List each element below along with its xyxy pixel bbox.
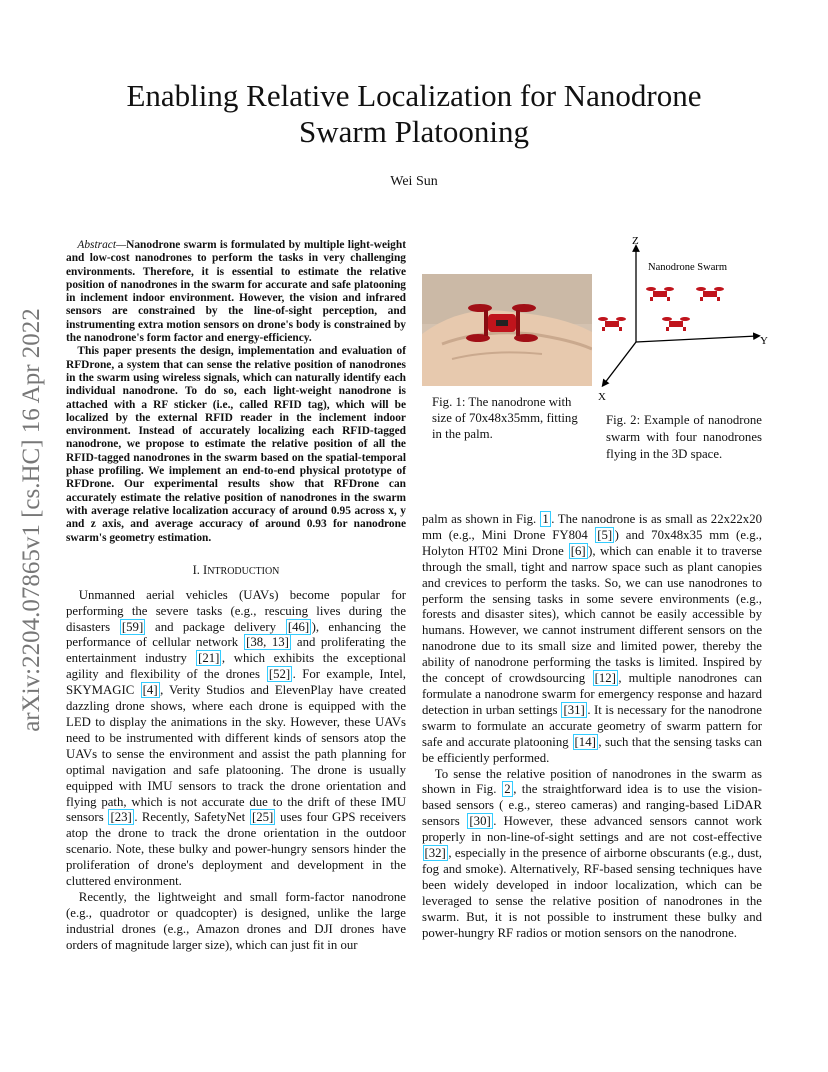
citation-link[interactable]: [4] [142,683,158,698]
section-heading: I. INTRODUCTION [192,562,280,577]
paragraph-text: . Recently, SafetyNet [134,810,250,825]
citation-link[interactable]: [38, 13] [246,635,289,650]
intro-p3 [422,512,762,767]
figure-2-caption: Fig. 2: Example of nanodrone swarm with four nanodrones flying in the 3D space. [606,413,762,461]
paragraph-text: , such that the sensing tasks can be efficiently performed. [422,734,763,765]
citation-link[interactable]: [12] [594,671,616,686]
abstract: Abstract—Nanodrone swarm is formulated by multiple light-weight and low-cost nanodrones to perform the tasks in very challenging environments. Therefore, it is essential to estimate the relative position of nanodrones in the swarm for accurate and safe platooning in inclement indoor environment. However, the vision and infrared sensors are constrained by the line-of-sight perception, and instrumenting extra motion sensors on drone's body is constrained by the nanodrone's form factor and energy-efficiency. This paper presents the design, implementation and evaluation of RFDrone, a system that can sense the relative position of nanodrones in the swarm using wireless signals, which can naturally identify each individual nanodrone. To do so, each light-weight nanodrone is attached with a RF sticker (i.e., called RFID tag), which will be localized by the external RFID reader in the inclement indoor environment. Instead of accurately localizing each RFID-tagged nanodrone, we propose to estimate the relative position of all the RFID-tagged nanodrones in the swarm based on the spatial-temporal phase profiling. We implement an end-to-end physical prototype of RFDrone. Our experimental results show that RFDrone can accurately estimate the relative position of nanodrones in the swarm with average relative localization accuracy of around 0.95 across x, y and z axis, and average accuracy of around 0.93 for nanodrone swarm's geometry estimation. [66,239,406,544]
citation-link[interactable]: 1 [542,512,549,526]
paragraph-text: . However, these advanced sensors cannot work properly in non-line-of-sight settings and are not cost-effective [422,814,762,845]
citation-link[interactable]: 2 [504,782,511,797]
citation-link[interactable]: [31] [563,702,585,717]
citation-link[interactable]: [23] [110,810,132,825]
nanodrone-palm-photo [422,274,592,386]
left-column [66,239,406,954]
citation-link[interactable]: [46] [287,619,310,634]
axis-y-label: Y [760,335,768,347]
figure-1-caption: Fig. 1: The nanodrone with size of 70x48x35mm, fitting in the palm. [432,395,578,441]
axis-z-label: Z [632,235,639,247]
paragraph-text: . For example, Intel, SKYMAGIC [66,667,406,698]
intro-p2: Recently, the lightweight and small form-factor nanodrone (e.g., quadrotor or quadcopter) is designed, unlike the large industrial drones (e.g., Amazon drones and DJI drones have orders of magnitude larger size), which can just fit in our [66,889,406,952]
paragraph-text: and package delivery [145,619,286,634]
abstract-label: Abstract [77,239,116,251]
abstract-p2: This paper presents the design, implementation and evaluation of RFDrone, a system that can sense the relative position of nanodrones in the swarm using wireless signals, which can naturally identify each individual nanodrone. To do so, each light-weight nanodrone is attached with a RF sticker (i.e., called RFID tag), which will be localized by the external RFID reader in the inclement indoor environment. Instead of accurately localizing each RFID-tagged nanodrone, we propose to estimate the relative position of all the RFID-tagged nanodrones in the swarm based on the spatial-temporal phase profiling. We implement an end-to-end physical prototype of RFDrone. Our experimental results show that RFDrone can accurately estimate the relative position of nanodrones in the swarm with average relative localization accuracy of around 0.95 across x, y and z axis, and average accuracy of around 0.93 for nanodrone swarm's geometry estimation. [66,345,406,544]
paragraph-text: uses four GPS receivers atop the drone to track the drone orientation in the outdoor scenario. Note, these bulky and power-hungry sensors hinder the proliferation of drone's deployment and development in the cluttered environment. [66,810,406,889]
paragraph-text: ) and 70x48x35 mm (e.g., Holyton HT02 Mini Drone [422,527,762,558]
citation-link[interactable]: [52] [268,667,291,682]
paragraph-text: , multiple nanodrones can formulate a nanodrone swarm for emergency response and hazard detection in urban settings [422,671,762,717]
swarm-diagram [592,232,772,407]
paragraph-text: , especially in the presence of airborne obscurants (e.g., dust, fog and smoke). Alternatively, RF-based sensing techniques have been widely developed in indoor localization, which can be leveraged to sense the relative position of nanodrones in the swarm. But, it is not possible to instrument these bulky and power-hungry RF radios or motion sensors on the nanodrone. [422,846,762,940]
swarm-label: Nanodrone Swarm [648,262,728,273]
paragraph-text: , which exhibits the exceptional agility and flexibility of the drones [66,651,407,682]
paragraph-text: , Verity Studios and ElevenPlay have created dazzling drone shows, where each drone is equipped with the LED to display the animations in the sky. However, these UAVs need to be instrumented with different kinds of sensors atop the UAVs to sense the environment and assist the path planning for optimal navigation and safe platooning. The drone is usually equipped with IMU sensors to track the drone orientation and flying path, which is not accurate due to the drift of these IMU sensors [66,683,406,825]
paragraph-text: . It is necessary for the nanodrone swarm to formulate an accurate geometry of swarm pattern for safe and accurate platooning [422,702,762,749]
citation-link[interactable]: [25] [251,810,274,825]
right-column [422,512,762,941]
paragraph-text: ), enhancing the performance of cellular network [66,619,406,650]
intro-p1 [66,588,406,890]
paragraph-text: palm as shown in Fig. [422,512,540,526]
abstract-p1: Nanodrone swarm is formulated by multiple light-weight and low-cost nanodrones to perform the tasks in very challenging environments. Therefore, it is essential to estimate the relative position of nanodrones in the swarm for accurate and safe platooning in inclement indoor environment. However, the vision and infrared sensors are constrained by the line-of-sight perception, and instrumenting extra motion sensors on drone's body is constrained by the nanodrone's form factor and energy-efficiency. [66,239,406,345]
paragraph-text: , the straightforward idea is to use the vision-based sensors ( e.g., stereo cameras) and ranging-based LiDAR sensors [422,782,762,829]
arxiv-identifier [12,280,52,760]
intro-p4 [422,767,762,942]
arxiv-id-text: arXiv:2204.07865v1 [cs.HC] 16 Apr 2022 [18,308,45,732]
paper-author: Wei Sun [390,174,438,189]
paragraph-text: and proliferating the entertainment industry [66,635,407,666]
citation-link[interactable]: [14] [574,734,596,749]
citation-link[interactable]: [59] [121,619,144,634]
paragraph-text: Unmanned aerial vehicles (UAVs) become popular for performing the severe tasks (e.g., rescuing lives during the disasters [66,587,406,634]
paper-title: Enabling Relative Localization for Nanodrone Swarm Platooning [126,78,702,149]
paragraph-text: To sense the relative position of nanodrones in the swarm as shown in Fig. [422,766,762,797]
axis-x-label: X [598,391,606,403]
paragraph-text: ), which can enable it to traverse through the small, tight and narrow space such as plant canopies and crevices to perform the tasks. So, we can use nanodrones to perform the sensing tasks in some severe environments (e.g., forests and disaster sites), which cannot be easily accessible by humans. However, we cannot instrument different sensors on the nanodrone due to its small size and limited power, thereby the ability of nanodrone performing the tasks is limited. Inspired by the concept of crowdsourcing [422,543,762,686]
citation-link[interactable]: [32] [424,846,446,861]
citation-link[interactable]: [30] [469,814,491,829]
paragraph-text: . The nanodrone is as small as 22x22x20 mm (e.g., Mini Drone FY804 [422,512,762,542]
citation-link[interactable]: [21] [198,651,220,666]
citation-link[interactable]: [6] [570,543,586,558]
citation-link[interactable]: [5] [597,527,613,542]
